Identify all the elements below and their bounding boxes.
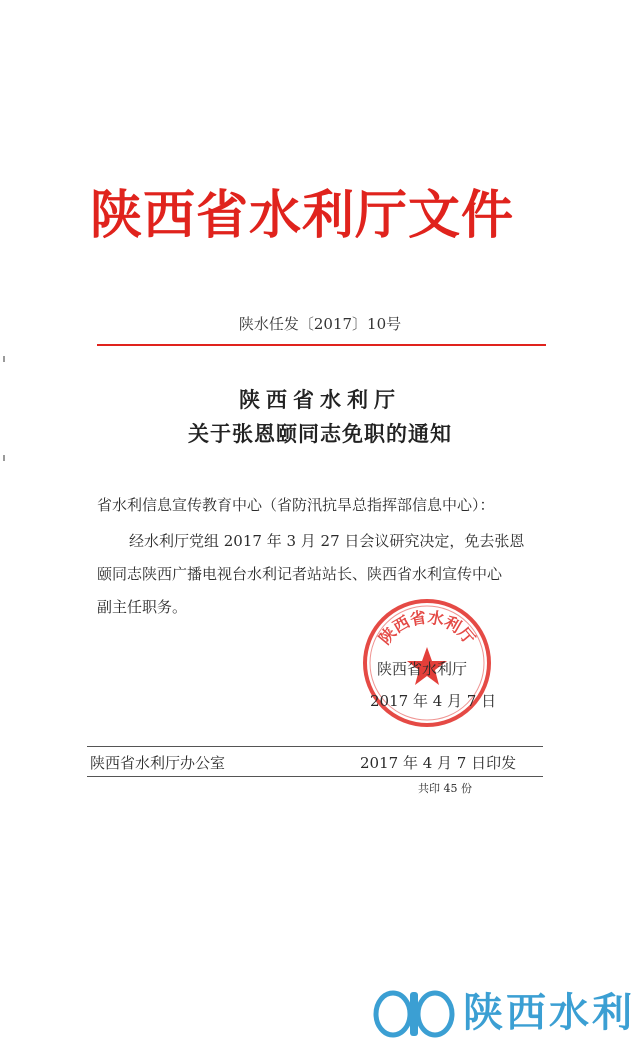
body-text-line: 副主任职务。 xyxy=(97,598,188,616)
body-text-line: 颐同志陕西广播电视台水利记者站站长、陕西省水利宣传中心 xyxy=(97,565,503,583)
seal-text: 陕西省水利厅 xyxy=(375,607,479,649)
footer-issuing-office: 陕西省水利厅办公室 xyxy=(90,754,226,772)
recipient-line: 省水利信息宣传教育中心（省防汛抗旱总指挥部信息中心）： xyxy=(97,496,495,514)
footer-rule-top xyxy=(87,746,543,747)
watermark-text: 陕西水利 xyxy=(463,990,635,1036)
signature-organization: 陕西省水利厅 xyxy=(377,660,468,678)
watermark-logo-icon xyxy=(373,988,455,1040)
body-text-line: 经水利厅党组 2017 年 3 月 27 日会议研究决定，免去张恩 xyxy=(129,532,525,550)
header-red-rule xyxy=(97,344,546,346)
footer-issue-date: 2017 年 4 月 7 日印发 xyxy=(360,754,517,772)
document-header-title: 陕西省水利厅文件 xyxy=(90,186,515,246)
notice-title-line-1: 陕西省水利厅 xyxy=(239,387,401,412)
notice-title-line-2: 关于张恩颐同志免职的通知 xyxy=(188,421,452,446)
signature-date: 2017 年 4 月 7 日 xyxy=(370,692,497,710)
scan-edge-mark xyxy=(3,356,5,362)
print-count: 共印 45 份 xyxy=(418,782,472,795)
scan-edge-mark xyxy=(3,455,5,461)
footer-rule-bottom xyxy=(87,776,543,777)
document-number: 陕水任发〔2017〕10号 xyxy=(238,315,402,333)
